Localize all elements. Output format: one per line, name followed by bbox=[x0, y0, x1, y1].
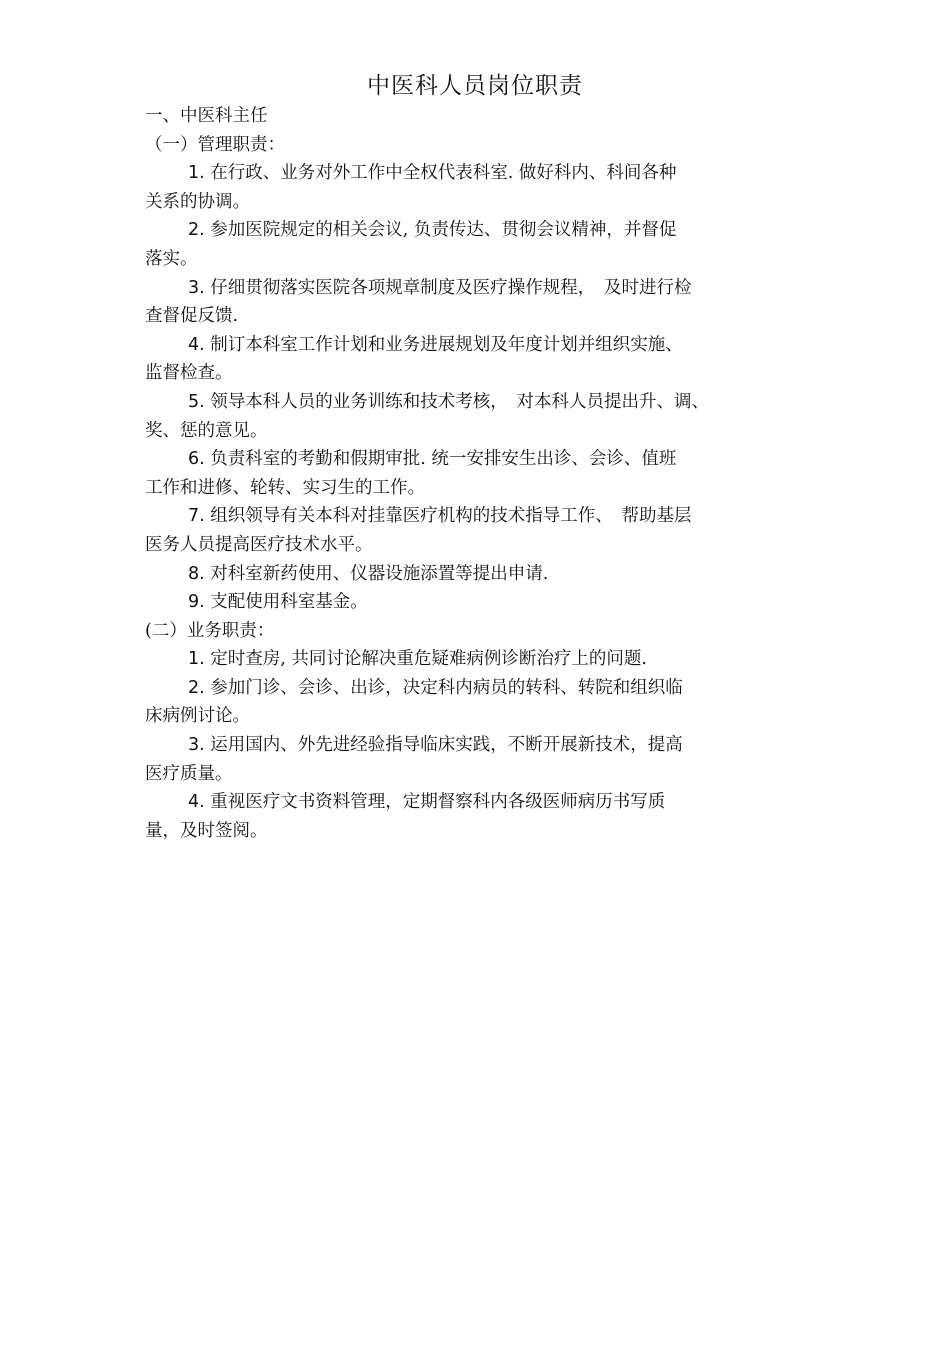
management-duty-item-first-line bbox=[145, 388, 810, 417]
item-number: 1. bbox=[188, 163, 205, 184]
management-duty-item-first-line bbox=[145, 445, 810, 474]
item-text: 重视医疗文书资料管理，定期督察科内各级医师病历书写质 bbox=[210, 792, 666, 813]
business-duty-item bbox=[145, 731, 810, 788]
item-text: 对科室新药使用、仪器设施添置等提出申请. bbox=[210, 563, 549, 584]
business-duty-item-continuation: 量，及时签阅。 bbox=[145, 820, 268, 841]
document-body bbox=[145, 102, 810, 845]
business-duty-item bbox=[145, 645, 810, 674]
item-text: 负责科室的考勤和假期审批. 统一安排安生出诊、会诊、值班 bbox=[210, 449, 677, 470]
page-title: 中医科人员岗位职责 bbox=[367, 73, 583, 99]
management-duty-item bbox=[145, 445, 810, 502]
item-text: 运用国内、外先进经验指导临床实践，不断开展新技术，提高 bbox=[210, 735, 683, 756]
item-number: 2. bbox=[188, 220, 205, 241]
management-duty-item bbox=[145, 159, 810, 216]
management-duty-item-continuation: 监督检查。 bbox=[145, 363, 233, 384]
item-number: 7. bbox=[188, 506, 205, 527]
subsection-heading-management: （一）管理职责： bbox=[145, 134, 285, 155]
business-duty-item-first-line bbox=[145, 788, 810, 817]
item-text: 仔细贯彻落实医院各项规章制度及医疗操作规程， 及时进行检 bbox=[210, 277, 692, 298]
item-number: 3. bbox=[188, 277, 205, 298]
item-number: 3. bbox=[188, 735, 205, 756]
item-number: 5. bbox=[188, 391, 205, 412]
management-duty-item-first-line bbox=[145, 274, 810, 303]
item-text: 组织领导有关本科对挂靠医疗机构的技术指导工作、 帮助基层 bbox=[210, 506, 692, 527]
management-duty-item bbox=[145, 560, 810, 589]
business-duty-item-first-line bbox=[145, 674, 810, 703]
management-duty-item bbox=[145, 502, 810, 559]
management-duty-item-first-line bbox=[145, 560, 810, 589]
item-text: 领导本科人员的业务训练和技术考核， 对本科人员提出升、调、 bbox=[210, 391, 710, 412]
management-duty-item-continuation: 医务人员提高医疗技术水平。 bbox=[145, 534, 373, 555]
management-duty-item-continuation: 查督促反馈. bbox=[145, 306, 239, 327]
item-text: 支配使用科室基金。 bbox=[210, 592, 368, 613]
management-duty-item bbox=[145, 388, 810, 445]
item-text: 制订本科室工作计划和业务进展规划及年度计划并组织实施、 bbox=[210, 334, 683, 355]
subsection-heading-business: (二）业务职责： bbox=[145, 620, 275, 641]
management-duty-item bbox=[145, 588, 810, 617]
item-number: 4. bbox=[188, 334, 205, 355]
business-duties-list bbox=[145, 645, 810, 845]
management-duty-item-first-line bbox=[145, 588, 810, 617]
management-duty-item-continuation: 落实。 bbox=[145, 248, 198, 269]
management-duty-item bbox=[145, 216, 810, 273]
item-text: 在行政、业务对外工作中全权代表科室. 做好科内、科间各种 bbox=[210, 163, 677, 184]
item-text: 定时查房, 共同讨论解决重危疑难病例诊断治疗上的问题. bbox=[210, 649, 647, 670]
item-number: 9. bbox=[188, 592, 205, 613]
management-duty-item-first-line bbox=[145, 159, 810, 188]
management-duty-item bbox=[145, 331, 810, 388]
business-duty-item bbox=[145, 788, 810, 845]
item-number: 6. bbox=[188, 449, 205, 470]
management-duty-item-continuation: 奖、惩的意见。 bbox=[145, 420, 268, 441]
business-duty-item-first-line bbox=[145, 731, 810, 760]
item-number: 1. bbox=[188, 649, 205, 670]
item-number: 8. bbox=[188, 563, 205, 584]
business-duty-item bbox=[145, 674, 810, 731]
management-duty-item bbox=[145, 274, 810, 331]
item-number: 4. bbox=[188, 792, 205, 813]
item-text: 参加医院规定的相关会议, 负责传达、贯彻会议精神，并督促 bbox=[210, 220, 677, 241]
business-duty-item-continuation: 医疗质量。 bbox=[145, 763, 233, 784]
management-duties-list bbox=[145, 159, 810, 617]
management-duty-item-first-line bbox=[145, 216, 810, 245]
management-duty-item-continuation: 工作和进修、轮转、实习生的工作。 bbox=[145, 477, 425, 498]
management-duty-item-first-line bbox=[145, 331, 810, 360]
section-heading: 一、中医科主任 bbox=[145, 106, 268, 126]
item-number: 2. bbox=[188, 677, 205, 698]
management-duty-item-continuation: 关系的协调。 bbox=[145, 191, 250, 212]
item-text: 参加门诊、会诊、出诊，决定科内病员的转科、转院和组织临 bbox=[210, 677, 683, 698]
management-duty-item-first-line bbox=[145, 502, 810, 531]
business-duty-item-first-line bbox=[145, 645, 810, 674]
business-duty-item-continuation: 床病例讨论。 bbox=[145, 706, 250, 727]
